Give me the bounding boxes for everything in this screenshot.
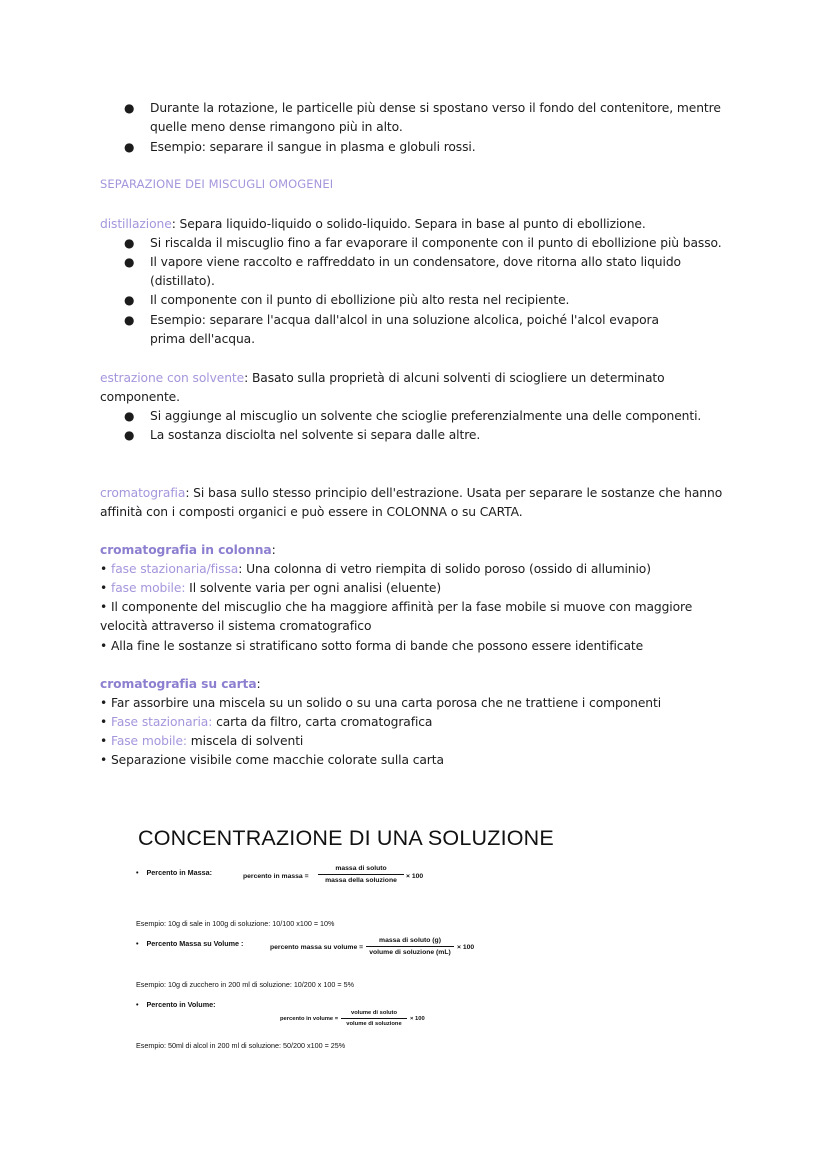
list-item-text: Esempio: separare il sangue in plasma e globuli rossi. xyxy=(150,140,476,154)
cromatografia-desc: : Si basa sullo stesso principio dell'estrazione. Usata per separare le sostanze che hanno affinità con i composti organici e può essere in COLONNA o su CARTA. xyxy=(100,486,723,520)
list-item xyxy=(100,637,740,656)
list-item-text: Si riscalda il miscuglio fino a far evaporare il componente con il punto di ebollizione più basso. xyxy=(150,236,722,250)
distillazione-desc: : Separa liquido-liquido o solido-liquido. Separa in base al punto di ebollizione. xyxy=(171,217,646,231)
fraction-line xyxy=(318,874,404,875)
massa-fraction xyxy=(318,865,404,884)
dot-icon: • xyxy=(100,639,111,653)
list-item xyxy=(100,598,730,636)
volume-example: Esempio: 50ml di alcol in 200 ml di soluzione: 50/200 x100 = 25% xyxy=(136,1041,346,1050)
massa-volume-label: • Percento Massa su Volume : xyxy=(136,939,244,948)
estrazione-paragraph xyxy=(100,369,670,407)
volume-label: • Percento in Volume: xyxy=(136,1000,216,1009)
massa-label: • Percento in Massa: xyxy=(136,868,213,877)
massa-volume-mult: × 100 xyxy=(457,944,475,951)
item-text: Il componente del miscuglio che ha maggiore affinità per la fase mobile si muove con maggiore velocità attraverso il sistema cromatografico xyxy=(100,600,693,634)
item-label: Fase stazionaria: xyxy=(110,715,213,729)
list-item xyxy=(100,732,740,751)
colon: : xyxy=(271,543,276,557)
item-text: Far assorbire una miscela su un solido o su una carta porosa che ne trattiene i componenti xyxy=(110,696,662,710)
list-item-text: Si aggiunge al miscuglio un solvente che scioglie preferenzialmente una delle componenti. xyxy=(150,409,702,423)
bullet-icon: ● xyxy=(124,255,135,269)
massa-volume-numerator: massa di soluto (g) xyxy=(379,937,441,944)
list-item-text: Esempio: separare l'acqua dall'alcol in una soluzione alcolica, poiché l'alcol evapora prima dell'acqua. xyxy=(150,313,659,347)
distillazione-paragraph xyxy=(100,215,740,234)
massa-mult: × 100 xyxy=(406,873,424,880)
fraction-line xyxy=(341,1018,407,1019)
list-item-text: La sostanza disciolta nel solvente si separa dalle altre. xyxy=(150,428,481,442)
massa-volume-lhs: percento massa su volume = xyxy=(270,944,364,951)
dot-icon: • xyxy=(100,753,111,767)
bullet-icon: ● xyxy=(124,313,135,327)
dot-icon: • xyxy=(100,581,111,595)
massa-volume-lhs-text: percento massa su volume xyxy=(270,944,358,951)
volume-lhs-text: percento in volume xyxy=(280,1016,334,1022)
item-text: carta da filtro, carta cromatografica xyxy=(212,715,433,729)
bullet-icon: ● xyxy=(124,428,135,442)
volume-lhs: percento in volume = xyxy=(280,1016,339,1022)
fraction-line xyxy=(366,946,454,947)
term-distillazione: distillazione xyxy=(100,217,172,231)
massa-label-text: Percento in Massa: xyxy=(146,868,213,877)
massa-numerator: massa di soluto xyxy=(335,865,387,872)
concentrazione-title: CONCENTRAZIONE DI UNA SOLUZIONE xyxy=(138,826,554,850)
volume-label-text: Percento in Volume: xyxy=(146,1000,216,1009)
list-item xyxy=(100,694,740,713)
term-estrazione: estrazione con solvente xyxy=(100,371,245,385)
item-label: Fase mobile: xyxy=(110,734,187,748)
item-text: : Una colonna di vetro riempita di solido poroso (ossido di alluminio) xyxy=(238,562,651,576)
dot-icon: • xyxy=(100,734,111,748)
carta-title-text: cromatografia su carta xyxy=(100,677,257,691)
bullet-icon: ● xyxy=(124,293,135,307)
item-text: Separazione visibile come macchie colorate sulla carta xyxy=(110,753,444,767)
massa-volume-label-text: Percento Massa su Volume : xyxy=(146,939,244,948)
bullet-icon: ● xyxy=(124,236,135,250)
bullet-icon: ● xyxy=(124,409,135,423)
cromatografia-paragraph xyxy=(100,484,725,522)
section-heading: SEPARAZIONE DEI MISCUGLI OMOGENEI xyxy=(100,177,334,191)
list-item xyxy=(100,751,740,770)
list-item-text: Il vapore viene raccolto e raffreddato in un condensatore, dove ritorna allo stato liquido (distillato). xyxy=(150,255,681,289)
massa-lhs-text: percento in massa xyxy=(243,873,303,880)
bullet-icon: ● xyxy=(124,140,135,154)
volume-denominator: volume di soluzione xyxy=(346,1021,402,1027)
volume-fraction xyxy=(341,1010,407,1027)
list-item xyxy=(100,560,740,579)
item-label: fase mobile: xyxy=(110,581,186,595)
term-cromatografia: cromatografia xyxy=(100,486,186,500)
massa-volume-example: Esempio: 10g di zucchero in 200 ml di soluzione: 10/200 x 100 = 5% xyxy=(136,980,354,989)
massa-lhs: percento in massa = xyxy=(243,873,309,880)
dot-icon: • xyxy=(100,600,111,614)
colonna-title xyxy=(100,541,276,560)
volume-numerator: volume di soluto xyxy=(350,1010,398,1016)
dot-icon: • xyxy=(100,715,111,729)
list-item-text: Durante la rotazione, le particelle più dense si spostano verso il fondo del contenitore, mentre quelle meno dense rimangono più in alto. xyxy=(150,101,721,135)
massa-volume-denominator: volume di soluzione (mL) xyxy=(369,949,451,956)
volume-mult: × 100 xyxy=(410,1016,425,1022)
item-label: fase stazionaria/fissa xyxy=(110,562,239,576)
estrazione-desc: : Basato sulla proprietà di alcuni solventi di sciogliere un determinato componente. xyxy=(100,371,665,405)
colon: : xyxy=(256,677,261,691)
item-text: Alla fine le sostanze si stratificano sotto forma di bande che possono essere identificate xyxy=(110,639,644,653)
item-text: Il solvente varia per ogni analisi (eluente) xyxy=(185,581,442,595)
list-item xyxy=(100,579,740,598)
bullet-icon: ● xyxy=(124,101,135,115)
dot-icon: • xyxy=(100,562,111,576)
list-item xyxy=(100,713,740,732)
list-item-text: Il componente con il punto di ebollizione più alto resta nel recipiente. xyxy=(150,293,570,307)
colonna-title-text: cromatografia in colonna xyxy=(100,543,272,557)
carta-title xyxy=(100,675,261,694)
massa-volume-fraction xyxy=(366,937,454,956)
massa-example: Esempio: 10g di sale in 100g di soluzione: 10/100 x100 = 10% xyxy=(136,919,335,928)
item-text: miscela di solventi xyxy=(186,734,304,748)
dot-icon: • xyxy=(100,696,111,710)
massa-denominator: massa della soluzione xyxy=(325,877,397,884)
